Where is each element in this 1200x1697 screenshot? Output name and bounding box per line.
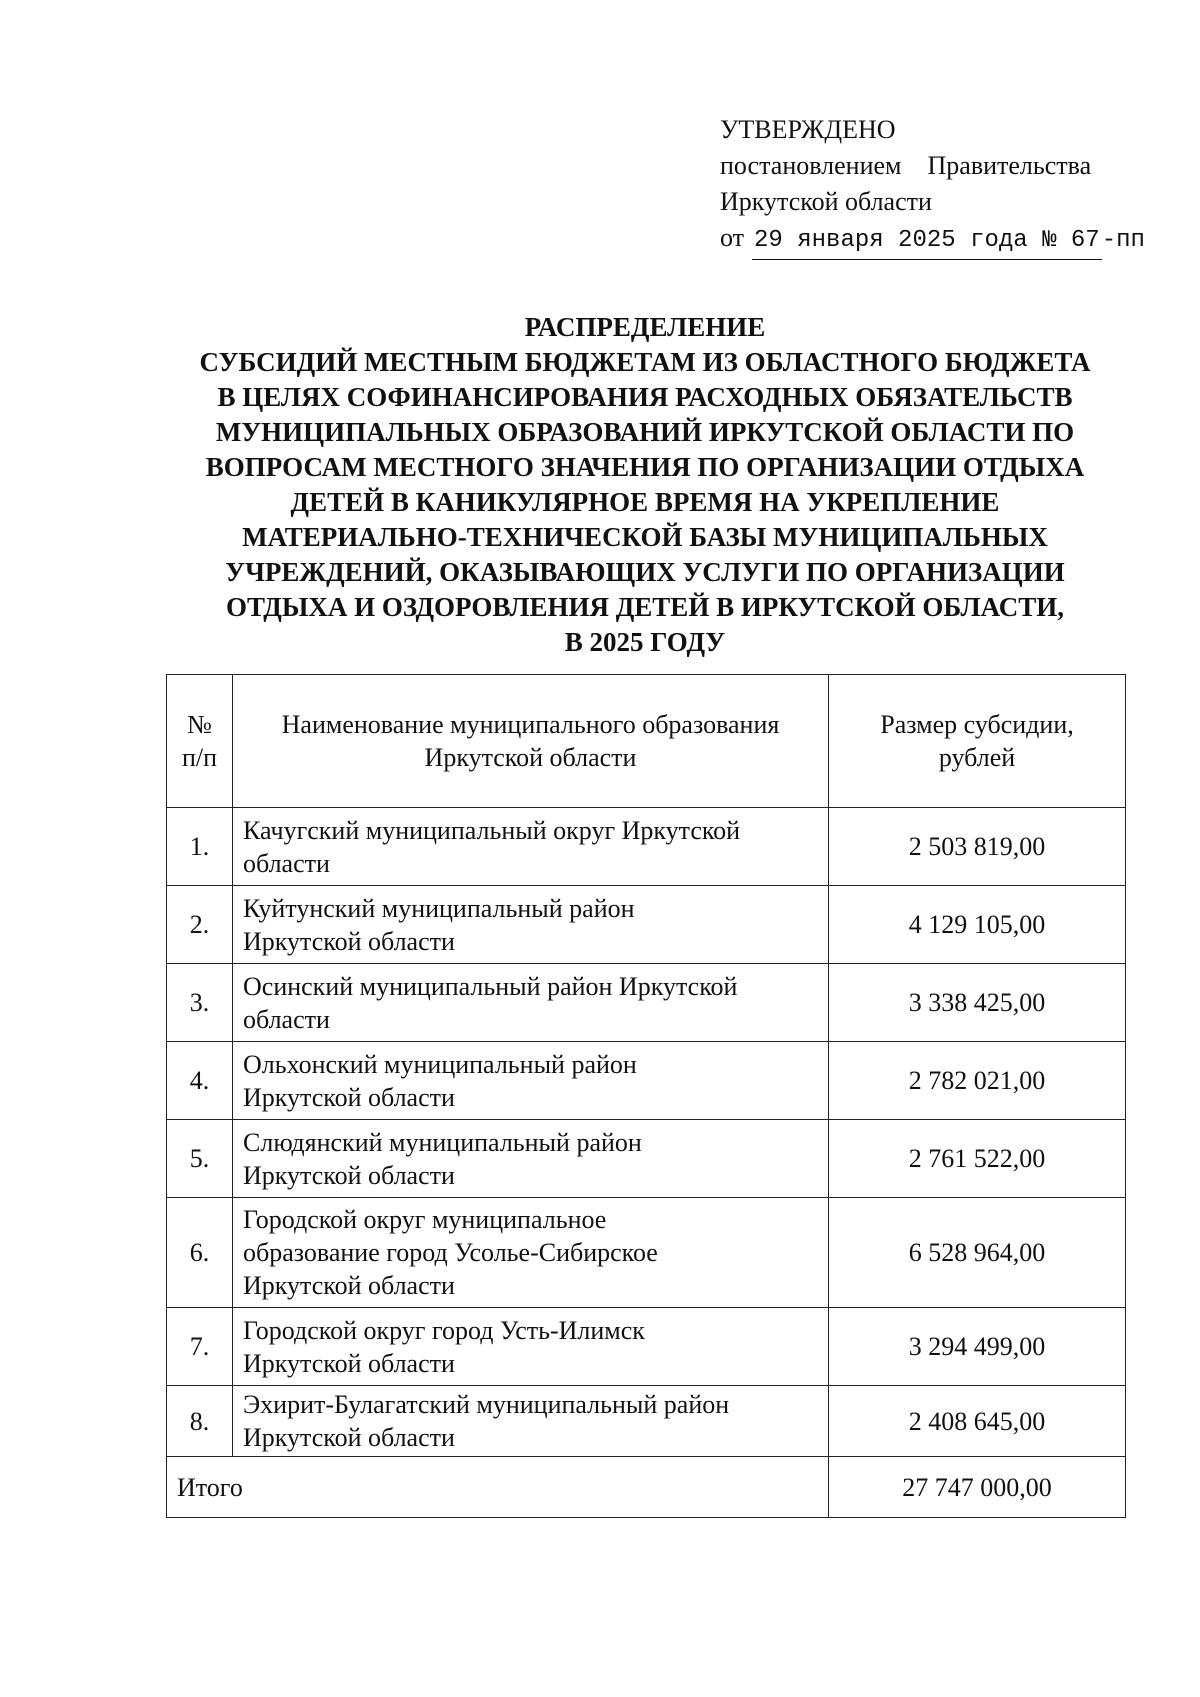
row-municipality-line: Иркутской области bbox=[243, 1160, 455, 1190]
approval-date-value: 29 января 2025 года № 67 bbox=[752, 223, 1102, 260]
approval-stamp bbox=[720, 112, 1145, 260]
header-amount-line2: рублей bbox=[938, 743, 1016, 772]
row-municipality bbox=[233, 1042, 829, 1120]
title-line: В 2025 ГОДУ bbox=[564, 627, 726, 657]
header-municipality-line1: Наименование муниципального образования bbox=[281, 710, 780, 739]
table-header-row bbox=[167, 675, 1126, 808]
row-municipality-line: Иркутской области bbox=[243, 1348, 455, 1378]
row-municipality-line: Эхирит-Булагатский муниципальный район bbox=[243, 1390, 730, 1419]
title-line: СУБСИДИЙ МЕСТНЫМ БЮДЖЕТАМ ИЗ ОБЛАСТНОГО БЮДЖЕТА bbox=[199, 347, 1091, 377]
row-municipality bbox=[233, 1120, 829, 1198]
table-row bbox=[167, 808, 1126, 886]
row-amount: 3 338 425,00 bbox=[829, 964, 1126, 1042]
row-number: 7. bbox=[167, 1308, 233, 1386]
table-body bbox=[167, 808, 1126, 1457]
row-municipality bbox=[233, 1386, 829, 1457]
row-municipality-line: области bbox=[243, 848, 330, 878]
approval-date-prefix: от bbox=[720, 223, 745, 252]
table-total-row bbox=[167, 1457, 1126, 1518]
row-municipality-line: Качугский муниципальный округ Иркутской bbox=[243, 815, 741, 845]
row-number: 8. bbox=[167, 1386, 233, 1457]
row-municipality-line: Городской округ муниципальное bbox=[243, 1205, 607, 1234]
row-municipality-line: Иркутской области bbox=[243, 1082, 455, 1112]
title-line: В ЦЕЛЯХ СОФИНАНСИРОВАНИЯ РАСХОДНЫХ ОБЯЗАТЕЛЬСТВ bbox=[217, 382, 1073, 412]
row-number: 3. bbox=[167, 964, 233, 1042]
row-municipality bbox=[233, 886, 829, 964]
title-line: МУНИЦИПАЛЬНЫХ ОБРАЗОВАНИЙ ИРКУТСКОЙ ОБЛАСТИ ПО bbox=[215, 417, 1075, 447]
row-amount: 2 782 021,00 bbox=[829, 1042, 1126, 1120]
approval-heading: УТВЕРЖДЕНО bbox=[720, 115, 896, 144]
row-number: 5. bbox=[167, 1120, 233, 1198]
title-line: УЧРЕЖДЕНИЙ, ОКАЗЫВАЮЩИХ УСЛУГИ ПО ОРГАНИЗАЦИИ bbox=[225, 557, 1065, 587]
row-number: 1. bbox=[167, 808, 233, 886]
row-municipality bbox=[233, 964, 829, 1042]
row-municipality bbox=[233, 1198, 829, 1308]
row-amount: 2 408 645,00 bbox=[829, 1386, 1126, 1457]
row-municipality-line: образование город Усолье-Сибирское bbox=[243, 1238, 658, 1267]
row-number: 4. bbox=[167, 1042, 233, 1120]
row-municipality-line: области bbox=[243, 1004, 330, 1034]
row-number: 6. bbox=[167, 1198, 233, 1308]
row-number: 2. bbox=[167, 886, 233, 964]
row-municipality-line: Иркутской области bbox=[243, 1271, 455, 1300]
row-amount: 2 761 522,00 bbox=[829, 1120, 1126, 1198]
title-line: ВОПРОСАМ МЕСТНОГО ЗНАЧЕНИЯ ПО ОРГАНИЗАЦИИ ОТДЫХА bbox=[205, 452, 1085, 482]
row-amount: 6 528 964,00 bbox=[829, 1198, 1126, 1308]
table-row bbox=[167, 1120, 1126, 1198]
table-row bbox=[167, 1386, 1126, 1457]
row-municipality bbox=[233, 1308, 829, 1386]
row-amount: 2 503 819,00 bbox=[829, 808, 1126, 886]
row-municipality-line: Городской округ город Усть-Илимск bbox=[243, 1315, 645, 1345]
total-label: Итого bbox=[167, 1457, 829, 1518]
table-row bbox=[167, 964, 1126, 1042]
total-amount: 27 747 000,00 bbox=[829, 1457, 1126, 1518]
title-line: МАТЕРИАЛЬНО-ТЕХНИЧЕСКОЙ БАЗЫ МУНИЦИПАЛЬНЫХ bbox=[242, 522, 1048, 552]
header-amount-line1: Размер субсидии, bbox=[880, 710, 1074, 739]
header-municipality bbox=[233, 675, 829, 808]
table-row bbox=[167, 1308, 1126, 1386]
document-title bbox=[150, 310, 1140, 660]
row-municipality-line: Иркутской области bbox=[243, 926, 455, 956]
header-number bbox=[167, 675, 233, 808]
header-amount bbox=[829, 675, 1126, 808]
row-amount: 3 294 499,00 bbox=[829, 1308, 1126, 1386]
title-line: ОТДЫХА И ОЗДОРОВЛЕНИЯ ДЕТЕЙ В ИРКУТСКОЙ ОБЛАСТИ, bbox=[225, 592, 1065, 622]
approval-region: Иркутской области bbox=[720, 187, 932, 216]
title-line: ДЕТЕЙ В КАНИКУЛЯРНОЕ ВРЕМЯ НА УКРЕПЛЕНИЕ bbox=[290, 487, 1000, 517]
table-row bbox=[167, 886, 1126, 964]
row-municipality bbox=[233, 808, 829, 886]
header-number-line1: № bbox=[187, 710, 212, 739]
row-municipality-line: Слюдянский муниципальный район bbox=[243, 1127, 642, 1157]
subsidy-distribution-table bbox=[166, 674, 1126, 1518]
row-municipality-line: Осинский муниципальный район Иркутской bbox=[243, 971, 738, 1001]
table-row bbox=[167, 1198, 1126, 1308]
approval-date-line bbox=[720, 220, 1145, 260]
header-number-line2: п/п bbox=[181, 743, 218, 772]
row-municipality-line: Иркутской области bbox=[243, 1423, 455, 1452]
row-municipality-line: Куйтунский муниципальный район bbox=[243, 893, 635, 923]
approval-date-suffix: -пп bbox=[1101, 227, 1145, 254]
title-line: РАСПРЕДЕЛЕНИЕ bbox=[524, 312, 766, 342]
row-amount: 4 129 105,00 bbox=[829, 886, 1126, 964]
row-municipality-line: Ольхонский муниципальный район bbox=[243, 1049, 637, 1079]
approval-authority: постановлением Правительства bbox=[720, 151, 1092, 180]
header-municipality-line2: Иркутской области bbox=[424, 743, 637, 772]
table-row bbox=[167, 1042, 1126, 1120]
